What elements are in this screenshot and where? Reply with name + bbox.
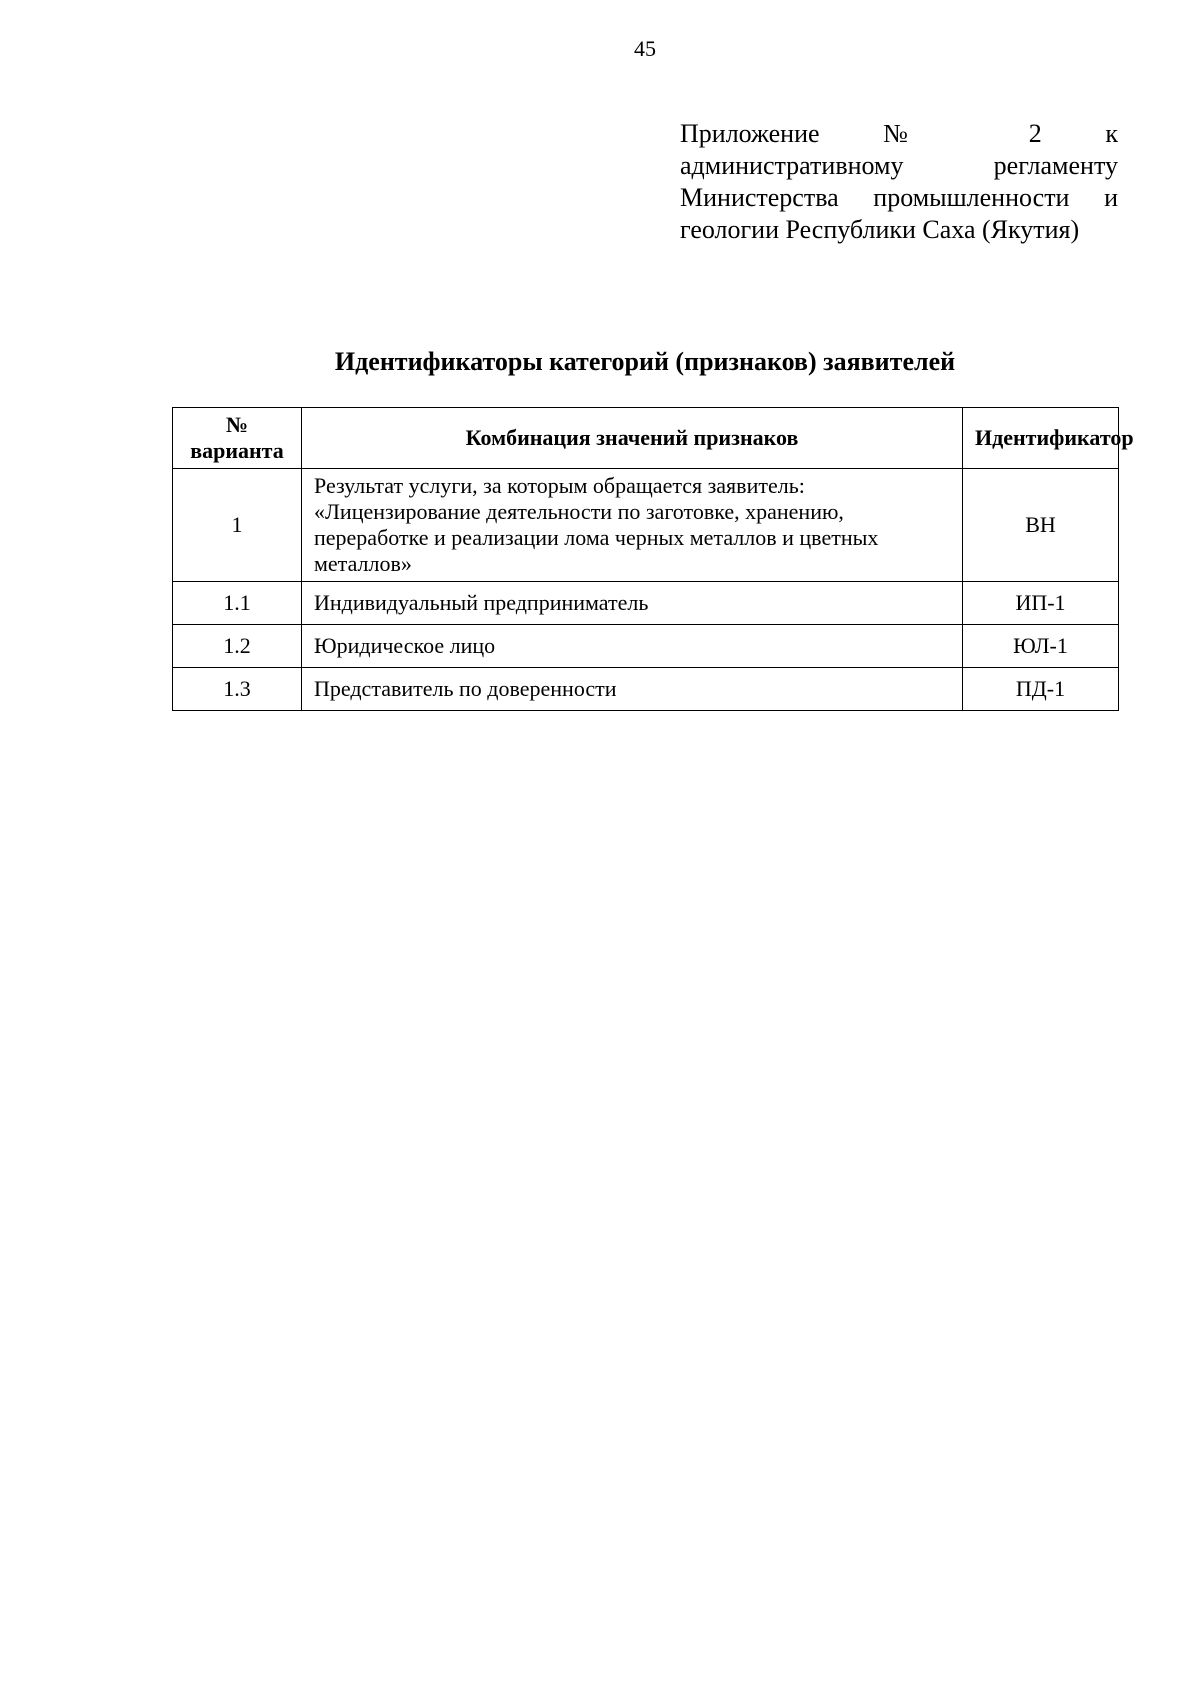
variant-number-cell: 1.1 [173,582,302,625]
identifier-cell: ИП-1 [963,582,1119,625]
combination-cell: Юридическое лицо [302,625,963,668]
appendix-note-line: Министерства промышленности и [680,183,1118,212]
table-row [173,625,1119,668]
header-variant-number: № варианта [173,408,302,469]
variant-number-cell: 1.3 [173,668,302,711]
combination-cell: Результат услуги, за которым обращается заявитель: «Лицензирование деятельности по заготовке, хранению, переработке и реализации лома черных металлов и цветных металлов» [302,469,963,582]
combination-cell: Индивидуальный предприниматель [302,582,963,625]
page-number: 45 [634,36,656,61]
table-row [173,469,1119,582]
appendix-note-line: геологии Республики Саха (Якутия) [680,215,1080,244]
appendix-note-line: Приложение № 2 к [680,119,1118,148]
appendix-note-line: административному регламенту [680,151,1118,180]
document-title: Идентификаторы категорий (признаков) заявителей [334,347,956,376]
identifier-cell: ПД-1 [963,668,1119,711]
table-header-row [173,408,1119,469]
identifier-cell: ЮЛ-1 [963,625,1119,668]
variant-number-cell: 1.2 [173,625,302,668]
header-identifier: Идентификатор [963,408,1119,469]
table-row [173,582,1119,625]
identifiers-table [172,407,1134,711]
identifier-cell: ВН [963,469,1119,582]
variant-number-cell: 1 [173,469,302,582]
header-combination: Комбинация значений признаков [302,408,963,469]
combination-cell: Представитель по доверенности [302,668,963,711]
table-row [173,668,1119,711]
appendix-note [680,118,1118,246]
